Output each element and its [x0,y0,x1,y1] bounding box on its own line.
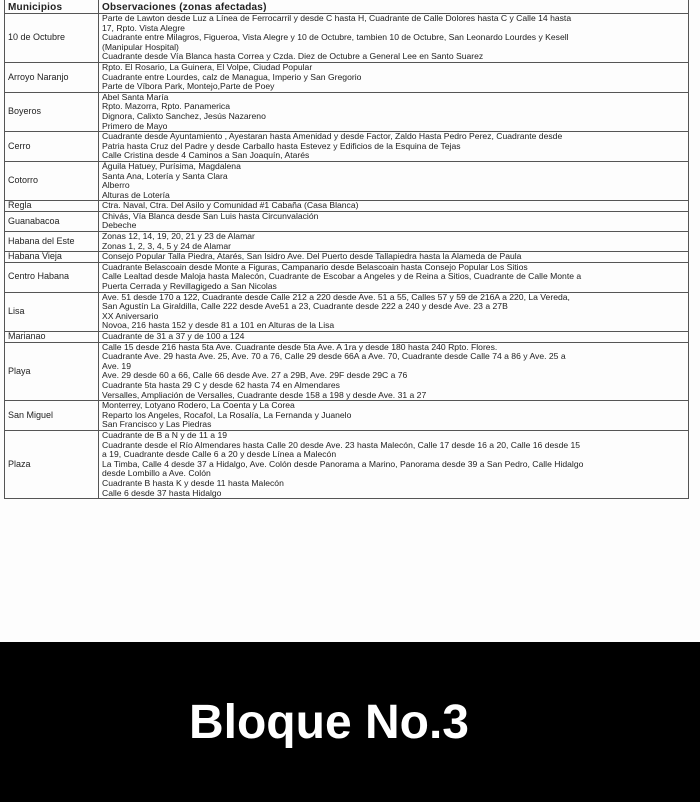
table-row [5,342,689,401]
zones-cell [99,430,689,498]
zone-line: Rpto. El Rosario, La Guinera, El Volpe, Ciudad Popular [102,62,313,72]
municipio-cell: Lisa [5,292,99,331]
municipio-cell: Plaza [5,430,99,498]
zone-line: Reparto los Angeles, Rocafol, La Rosalía, La Fernanda y Juanelo [102,410,352,420]
municipio-cell: Cotorro [5,161,99,200]
zone-line: Santa Ana, Lotería y Santa Clara [102,171,228,181]
zone-line: Alturas de Lotería [102,190,170,200]
zones-cell [99,401,689,431]
municipio-cell: Regla [5,201,99,212]
zone-line: Rpto. Mazorra, Rpto. Panamerica [102,102,231,112]
zone-line: Ave. 19 [102,361,131,371]
zone-line: Dignora, Calixto Sanchez, Jesús Nazareno [102,111,266,121]
table-row [5,332,689,343]
zone-line: 17, Rpto. Vista Alegre [102,23,185,33]
municipio-cell: 10 de Octubre [5,14,99,63]
zone-line: Cuadrante desde Vía Blanca hasta Correa y Czda. Diez de Octubre a General Lee en Santo Suarez [102,52,484,62]
zone-line: Calle Cristina desde 4 Caminos a San Joaquín, Atarés [102,151,310,161]
zone-line: Calle Lealtad desde Maloja hasta Malecón, Cuadrante de Escobar a Angeles y de Reina a Sitios, Cuadrante de Calle Monte a [102,272,582,282]
outage-zones-table [4,0,689,499]
zone-line: Calle 15 desde 216 hasta 5ta Ave. Cuadrante desde 5ta Ave. A 1ra y desde 180 hasta 240 Rpto. Flores. [102,342,498,352]
zone-line: desde Lombillo a Ave. Colón [102,469,211,479]
zone-line: Monterrey, Lotyano Rodero, La Coenta y La Corea [102,401,295,411]
zone-line: Novoa, 216 hasta 152 y desde 81 a 101 en Alturas de la Lisa [102,321,335,331]
zones-cell [99,262,689,292]
zone-line: Cuadrante de 31 a 37 y de 100 a 124 [102,332,245,341]
zone-line: Cuadrante B hasta K y desde 11 hasta Malecón [102,478,284,488]
zones-cell [99,132,689,162]
table-row [5,232,689,252]
zone-line: (Manipular Hospital) [102,42,179,52]
zone-line: Cuadrante Belascoain desde Monte a Figuras, Campanario desde Belascoain hasta Consejo Popular Los Sitios [102,262,528,272]
municipio-cell: Habana Vieja [5,252,99,263]
zone-line: Ctra. Naval, Ctra. Del Asilo y Comunidad #1 Cabaña (Casa Blanca) [102,201,359,211]
municipio-cell: Guanabacoa [5,211,99,231]
header-municipios: Municipios [5,0,99,14]
zones-cell [99,292,689,331]
table-row [5,430,689,498]
zones-cell [99,211,689,231]
block-title: Bloque No.3 [188,696,469,749]
municipio-cell: Playa [5,342,99,401]
zones-cell [99,161,689,200]
zone-line: Águila Hatuey, Purísima, Magdalena [102,161,241,171]
table-row [5,262,689,292]
table-row [5,401,689,431]
zone-line: Cuadrante desde Ayuntamiento , Ayestaran hasta Amenidad y desde Factor, Zaldo Hasta Pedro Perez, Cuadrante desde [102,132,563,142]
zone-line: Parte de Lawton desde Luz a Línea de Ferrocarril y desde C hasta H, Cuadrante de Calle Dolores hasta C y Calle 14 hasta [102,14,572,23]
zone-line: Puerta Cerrada y Revillagigedo a San Nicolas [102,282,277,292]
municipio-cell: San Miguel [5,401,99,431]
municipio-cell: Arroyo Naranjo [5,62,99,92]
zones-cell [99,92,689,131]
table-row [5,292,689,331]
zones-cell [99,14,689,63]
table-header-row [5,0,689,14]
zone-line: Zonas 12, 14, 19, 20, 21 y 23 de Alamar [102,232,255,242]
zone-line: La Timba, Calle 4 desde 37 a Hidalgo, Ave. Colón desde Panorama a Marino, Panorama desde 39 a San Pedro, Calle Hidalgo [102,459,584,469]
table-row [5,132,689,162]
zone-line: Zonas 1, 2, 3, 4, 5 y 24 de Alamar [102,241,231,251]
zone-line: Cuadrante 5ta hasta 29 C y desde 62 hasta 74 en Almendares [102,380,340,390]
zone-line: Ave. 51 desde 170 a 122, Cuadrante desde Calle 212 a 220 desde Ave. 51 a 55, Calles 57 y 59 de 216A a 220, La Vereda, [102,292,570,302]
zone-line: Versalles, Ampliación de Versalles, Cuadrante desde 158 a 198 y desde Ave. 31 a 27 [102,390,427,400]
zone-line: Ave. 29 desde 60 a 66, Calle 66 desde Ave. 27 a 29B, Ave. 29F desde 29C a 76 [102,371,408,381]
zone-line: Abel Santa María [102,92,169,102]
municipio-cell: Marianao [5,332,99,343]
table-row [5,14,689,63]
table-row [5,161,689,200]
municipio-cell: Cerro [5,132,99,162]
zones-cell [99,62,689,92]
zone-line: Alberro [102,181,130,191]
zone-line: Primero de Mayo [102,121,168,131]
zones-cell [99,342,689,401]
zone-line: Cuadrante entre Milagros, Figueroa, Vista Alegre y 10 de Octubre, tambien 10 de Octubre, San Leonardo Lourdes y Kesell [102,33,569,43]
table-row [5,92,689,131]
municipio-cell: Habana del Este [5,232,99,252]
zone-line: Chivás, Vía Blanca desde San Luis hasta Circunvalación [102,211,319,221]
zone-line: XX Aniversario [102,311,159,321]
zones-cell [99,252,689,263]
zone-line: Cuadrante de B a N y de 11 a 19 [102,430,228,440]
table-row [5,201,689,212]
zone-line: Cuadrante Ave. 29 hasta Ave. 25, Ave. 70 a 76, Calle 29 desde 66A a Ave. 70, Cuadrante desde Calle 74 a 86 y Ave. 25 a [102,352,566,362]
zone-line: Parte de Víbora Park, Montejo,Parte de Poey [102,82,275,92]
table-row [5,252,689,263]
zones-cell [99,332,689,343]
zone-line: Patria hasta Cruz del Padre y desde Carballo hasta Estevez y Edificios de la Esquina de Tejas [102,141,461,151]
table-row [5,62,689,92]
zone-line: San Francisco y Las Piedras [102,420,212,430]
zone-line: Cuadrante desde el Río Almendares hasta Calle 20 desde Ave. 23 hasta Malecón, Calle 17 desde 16 a 20, Calle 16 desde 15 [102,440,581,450]
zones-cell [99,201,689,212]
zone-line: Calle 6 desde 37 hasta Hidalgo [102,488,222,498]
zone-line: San Agustín La Giraldilla, Calle 222 desde Ave51 a 23, Cuadrante desde 222 a 240 y desde Ave. 23 a 27B [102,302,508,312]
zone-line: Debeche [102,221,137,231]
zones-cell [99,232,689,252]
zone-line: a 19, Cuadrante desde Calle 6 a 20 y desde Línea a Malecón [102,450,337,460]
municipio-cell: Boyeros [5,92,99,131]
zone-line: Consejo Popular Talla Piedra, Atarés, San Isidro Ave. Del Puerto desde Tallapiedra hasta la Alameda de Paula [102,252,522,262]
municipio-cell: Centro Habana [5,262,99,292]
zone-line: Cuadrante entre Lourdes, calz de Managua, Imperio y San Gregorio [102,72,362,82]
table-row [5,211,689,231]
header-observaciones: Observaciones (zonas afectadas) [99,0,689,14]
